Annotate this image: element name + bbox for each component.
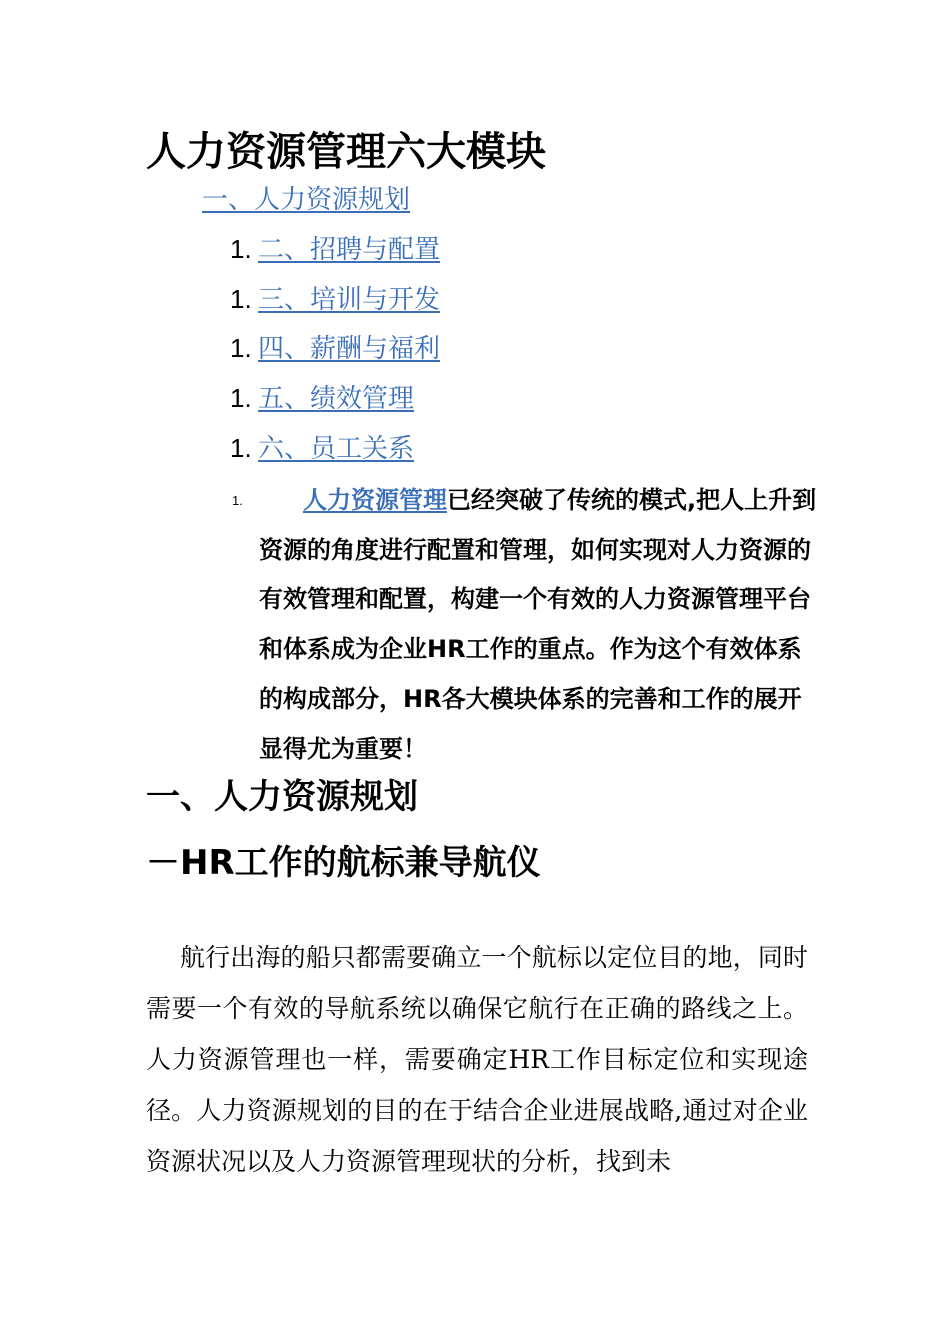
toc-link-compensation[interactable]: 四、薪酬与福利 <box>258 334 441 364</box>
toc-link-employee-relations[interactable]: 六、员工关系 <box>258 434 415 464</box>
toc-item <box>230 378 414 418</box>
toc-link-planning[interactable]: 一、人力资源规划 <box>202 185 411 215</box>
toc-item-number: 1. <box>230 433 252 463</box>
intro-link-hr-management[interactable]: 人力资源管理 <box>303 486 447 514</box>
toc-item-number: 1. <box>230 333 252 363</box>
toc-link-training[interactable]: 三、培训与开发 <box>258 285 441 315</box>
intro-text: 已经突破了传统的模式,把人上升到资源的角度进行配置和管理，如何实现对人力资源的有效管理和配置，构建一个有效的人力资源管理平台和体系成为企业HR工作的重点。作为这个有效体系的构成部分，HR各大模块体系的完善和工作的展开显得尤为重要！ <box>259 486 817 763</box>
section-title: 一、人力资源规划 <box>146 777 418 817</box>
toc-item <box>230 428 414 468</box>
toc-item <box>230 328 440 368</box>
toc-link-recruitment[interactable]: 二、招聘与配置 <box>258 235 441 265</box>
toc-item-number: 1. <box>230 383 252 413</box>
toc-link-performance[interactable]: 五、绩效管理 <box>258 384 415 414</box>
body-paragraph: 航行出海的船只都需要确立一个航标以定位目的地，同时需要一个有效的导航系统以确保它航行在正确的路线之上。人力资源管理也一样，需要确定HR工作目标定位和实现途径。人力资源规划的目的在于结合企业进展战略,通过对企业资源状况以及人力资源管理现状的分析，找到未 <box>146 943 808 1176</box>
toc-item <box>230 279 440 319</box>
toc-item-number: 1. <box>230 284 252 314</box>
section-subtitle: －HR工作的航标兼导航仪 <box>146 843 541 883</box>
document-title: 人力资源管理六大模块 <box>146 129 546 175</box>
intro-paragraph <box>259 476 819 774</box>
toc-item <box>230 229 440 269</box>
intro-number: 1. <box>232 493 243 508</box>
toc-item-number: 1. <box>230 234 252 264</box>
